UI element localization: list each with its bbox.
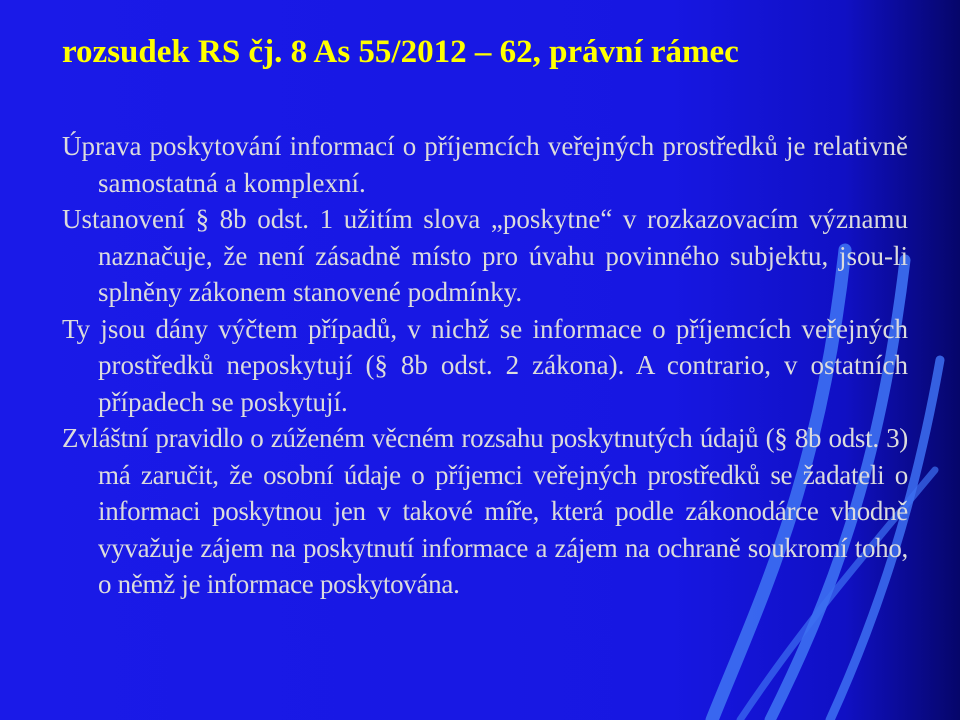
- slide-title: rozsudek RS čj. 8 As 55/2012 – 62, právní rámec: [62, 34, 739, 70]
- slide-body: [62, 128, 908, 603]
- paragraph-1: Úprava poskytování informací o příjemcích veřejných prostředků je relativně samostatná a komplexní.: [62, 131, 908, 198]
- paragraph-3: Ty jsou dány výčtem případů, v nichž se informace o příjemcích veřejných prostředků neposkytují (§ 8b odst. 2 zákona). A contrario, v ostatních případech se poskytují.: [62, 313, 908, 417]
- paragraph-4: Zvláštní pravidlo o zúženém věcném rozsahu poskytnutých údajů (§ 8b odst. 3) má zaručit, že osobní údaje o příjemci veřejných prostředků se žadateli o informaci poskytnou jen v takové míře, která podle zákonodárce vhodně vyvažuje zájem na poskytnutí informace a zájem na ochraně soukromí toho, o němž je informace poskytována.: [62, 423, 908, 599]
- paragraph-2: Ustanovení § 8b odst. 1 užitím slova „poskytne“ v rozkazovacím významu naznačuje, že není zásadně místo pro úvahu povinného subjektu, jsou-li splněny zákonem stanovené podmínky.: [62, 204, 908, 307]
